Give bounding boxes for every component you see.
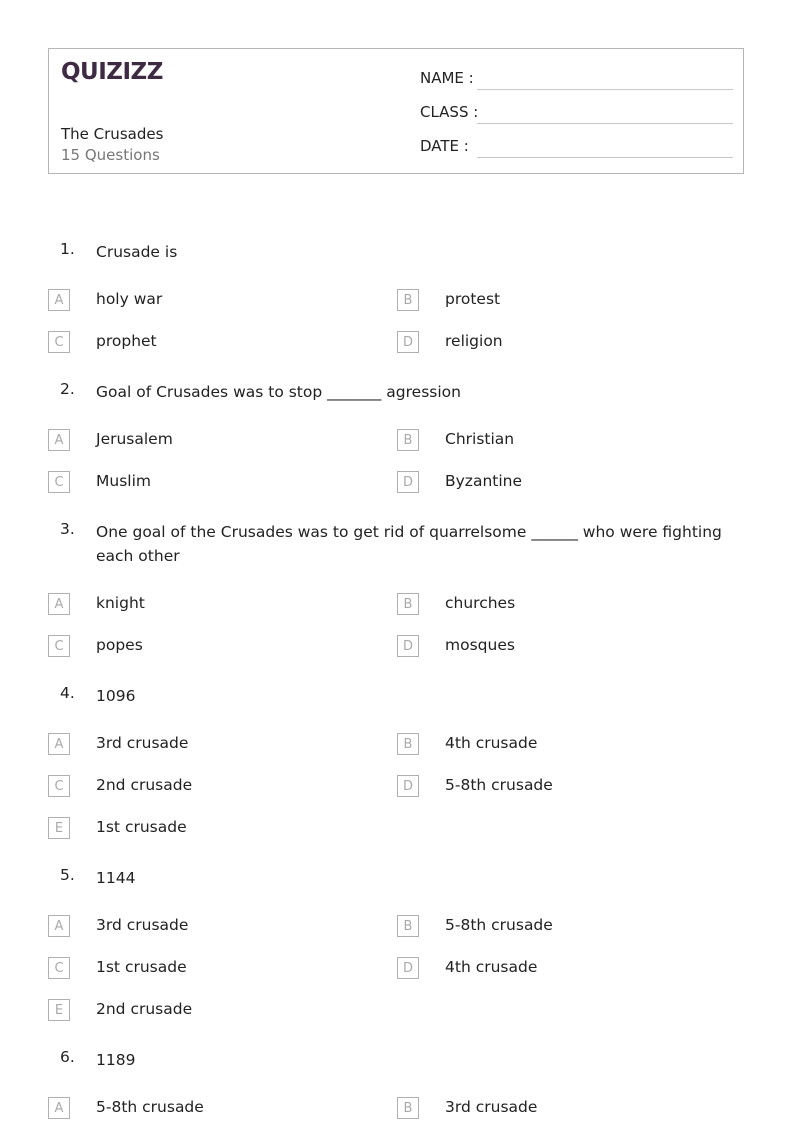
option-text: churches bbox=[445, 594, 516, 612]
question-text: Crusade is bbox=[96, 243, 178, 261]
date-field[interactable] bbox=[477, 157, 733, 158]
class-label: CLASS : bbox=[420, 103, 479, 121]
option-letter-box: B bbox=[397, 1097, 419, 1119]
option-text: Byzantine bbox=[445, 472, 523, 490]
option-text: popes bbox=[96, 636, 143, 654]
option-letter-box: A bbox=[48, 289, 70, 311]
option-letter-box: A bbox=[48, 429, 70, 451]
worksheet-title: The Crusades bbox=[61, 125, 164, 143]
question-text: Goal of Crusades was to stop _______ agression bbox=[96, 383, 461, 401]
option-letter-box: B bbox=[397, 733, 419, 755]
option-letter-box: A bbox=[48, 593, 70, 615]
option-text: 4th crusade bbox=[445, 958, 538, 976]
class-field[interactable] bbox=[477, 123, 733, 124]
option-text: 3rd crusade bbox=[445, 1098, 538, 1116]
option-text: 5-8th crusade bbox=[445, 776, 553, 794]
option-letter-box: A bbox=[48, 915, 70, 937]
option-letter-box: B bbox=[397, 429, 419, 451]
option-text: 3rd crusade bbox=[96, 734, 189, 752]
option-letter-box: B bbox=[397, 593, 419, 615]
option-letter-box: C bbox=[48, 775, 70, 797]
option-text: knight bbox=[96, 594, 145, 612]
option-letter-box: B bbox=[397, 289, 419, 311]
option-letter-box: C bbox=[48, 331, 70, 353]
option-text: religion bbox=[445, 332, 503, 350]
option-letter-box: C bbox=[48, 471, 70, 493]
worksheet-header bbox=[48, 48, 744, 174]
question-number: 4. bbox=[60, 684, 75, 702]
option-text: 5-8th crusade bbox=[96, 1098, 204, 1116]
option-text: holy war bbox=[96, 290, 163, 308]
question-count: 15 Questions bbox=[61, 146, 160, 164]
option-text: 2nd crusade bbox=[96, 1000, 193, 1018]
question-number: 1. bbox=[60, 240, 75, 258]
option-letter-box: D bbox=[397, 635, 419, 657]
option-letter-box: A bbox=[48, 733, 70, 755]
question-number: 5. bbox=[60, 866, 75, 884]
option-text: prophet bbox=[96, 332, 157, 350]
option-text: 5-8th crusade bbox=[445, 916, 553, 934]
option-letter-box: B bbox=[397, 915, 419, 937]
option-letter-box: D bbox=[397, 775, 419, 797]
option-text: 4th crusade bbox=[445, 734, 538, 752]
option-letter-box: C bbox=[48, 635, 70, 657]
option-letter-box: E bbox=[48, 817, 70, 839]
option-text: 3rd crusade bbox=[96, 916, 189, 934]
question-text: 1189 bbox=[96, 1051, 136, 1069]
option-text: 1st crusade bbox=[96, 818, 187, 836]
question-number: 3. bbox=[60, 520, 75, 538]
option-text: 1st crusade bbox=[96, 958, 187, 976]
option-letter-box: E bbox=[48, 999, 70, 1021]
question-text: 1096 bbox=[96, 687, 136, 705]
option-text: 2nd crusade bbox=[96, 776, 193, 794]
option-text: Muslim bbox=[96, 472, 151, 490]
quizizz-logo: QUIZIZZ bbox=[61, 59, 163, 85]
question-number: 2. bbox=[60, 380, 75, 398]
option-letter-box: D bbox=[397, 471, 419, 493]
option-letter-box: D bbox=[397, 957, 419, 979]
option-text: Christian bbox=[445, 430, 515, 448]
option-letter-box: D bbox=[397, 331, 419, 353]
option-text: mosques bbox=[445, 636, 515, 654]
question-number: 6. bbox=[60, 1048, 75, 1066]
option-letter-box: A bbox=[48, 1097, 70, 1119]
name-label: NAME : bbox=[420, 69, 474, 87]
name-field[interactable] bbox=[477, 89, 733, 90]
option-letter-box: C bbox=[48, 957, 70, 979]
option-text: protest bbox=[445, 290, 501, 308]
option-text: Jerusalem bbox=[96, 430, 173, 448]
question-text: One goal of the Crusades was to get rid of quarrelsome ______ who were fighting each other bbox=[96, 523, 722, 565]
question-text: 1144 bbox=[96, 869, 136, 887]
date-label: DATE : bbox=[420, 137, 469, 155]
